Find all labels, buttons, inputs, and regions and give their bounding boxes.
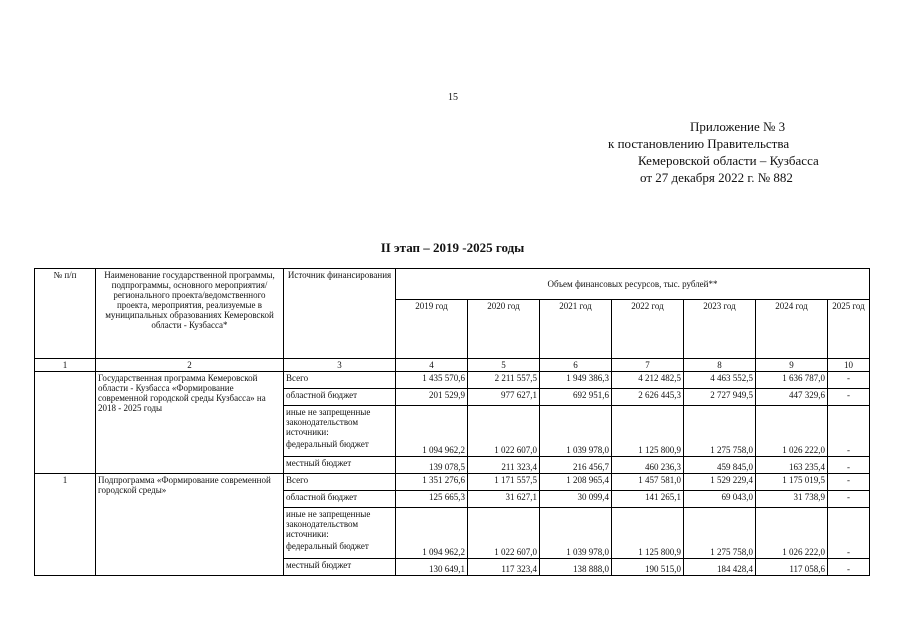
column-number: 5 <box>468 359 540 372</box>
value-cell: - <box>828 508 870 559</box>
column-number: 1 <box>35 359 96 372</box>
value-cell: 447 329,6 <box>756 389 828 406</box>
group-name: Подпрограмма «Формирование современной городской среды» <box>96 474 284 576</box>
value-cell: 1 022 607,0 <box>468 406 540 457</box>
value-cell: 30 099,4 <box>540 491 612 508</box>
value-cell: - <box>828 559 870 576</box>
value-cell: 1 175 019,5 <box>756 474 828 491</box>
value-cell: 130 649,1 <box>396 559 468 576</box>
appendix-line-3: Кемеровской области – Кузбасса <box>638 153 819 168</box>
row-total <box>35 474 870 491</box>
value-cell: 4 212 482,5 <box>612 372 684 389</box>
value-cell: 31 738,9 <box>756 491 828 508</box>
header-year: 2025 год <box>828 300 870 359</box>
stage-title: II этап – 2019 -2025 годы <box>380 240 525 255</box>
group-name: Государственная программа Кемеровской области - Кузбасса «Формирование современной городской среды Кузбасса» на 2018 - 2025 годы <box>96 372 284 474</box>
source-cell <box>284 508 396 559</box>
header-year: 2023 год <box>684 300 756 359</box>
value-cell: 69 043,0 <box>684 491 756 508</box>
header-year: 2020 год <box>468 300 540 359</box>
header-year: 2021 год <box>540 300 612 359</box>
header-volume: Объем финансовых ресурсов, тыс. рублей** <box>396 269 870 300</box>
value-cell: 1 026 222,0 <box>756 508 828 559</box>
value-cell: 117 058,6 <box>756 559 828 576</box>
source-cell: местный бюджет <box>284 559 396 576</box>
federal-budget-label: федеральный бюджет <box>286 439 369 449</box>
value-cell: 2 626 445,3 <box>612 389 684 406</box>
source-cell: местный бюджет <box>284 457 396 474</box>
value-cell: 977 627,1 <box>468 389 540 406</box>
page-number: 15 <box>448 92 458 103</box>
value-cell: 1 351 276,6 <box>396 474 468 491</box>
value-cell: 31 627,1 <box>468 491 540 508</box>
group-number: 1 <box>35 474 96 576</box>
value-cell: 1 026 222,0 <box>756 406 828 457</box>
value-cell: 117 323,4 <box>468 559 540 576</box>
value-cell: 1 125 800,9 <box>612 406 684 457</box>
value-cell: 184 428,4 <box>684 559 756 576</box>
source-cell: Всего <box>284 474 396 491</box>
value-cell: 1 435 570,6 <box>396 372 468 389</box>
header-name: Наименование государственной программы, подпрограммы, основного мероприятия/регионального проекта/ведомственного проекта, мероприятия, реализуемые в муниципальных образованиях Кемеровской области - Кузбасса* <box>96 269 284 359</box>
federal-budget-label: федеральный бюджет <box>286 541 369 551</box>
column-number: 6 <box>540 359 612 372</box>
header-year: 2019 год <box>396 300 468 359</box>
column-number: 4 <box>396 359 468 372</box>
value-cell: 1 171 557,5 <box>468 474 540 491</box>
column-number: 8 <box>684 359 756 372</box>
row-total <box>35 372 870 389</box>
value-cell: 190 515,0 <box>612 559 684 576</box>
column-number: 2 <box>96 359 284 372</box>
value-cell: 1 094 962,2 <box>396 406 468 457</box>
value-cell: 1 039 978,0 <box>540 406 612 457</box>
value-cell: 692 951,6 <box>540 389 612 406</box>
header-source: Источник финансирования <box>284 269 396 359</box>
value-cell: 1 275 758,0 <box>684 406 756 457</box>
value-cell: 1 022 607,0 <box>468 508 540 559</box>
value-cell: 1 636 787,0 <box>756 372 828 389</box>
appendix-line-1: Приложение № 3 <box>690 119 786 134</box>
value-cell: 201 529,9 <box>396 389 468 406</box>
value-cell: - <box>828 457 870 474</box>
value-cell: 1 125 800,9 <box>612 508 684 559</box>
appendix-line-2: к постановлению Правительства <box>608 136 790 151</box>
value-cell: 1 039 978,0 <box>540 508 612 559</box>
financing-table <box>34 268 870 576</box>
column-number: 7 <box>612 359 684 372</box>
appendix-line-4: от 27 декабря 2022 г. № 882 <box>640 170 793 185</box>
value-cell: 1 457 581,0 <box>612 474 684 491</box>
value-cell: 163 235,4 <box>756 457 828 474</box>
value-cell: - <box>828 389 870 406</box>
value-cell: 459 845,0 <box>684 457 756 474</box>
column-number: 10 <box>828 359 870 372</box>
header-row <box>35 269 870 300</box>
value-cell: 1 275 758,0 <box>684 508 756 559</box>
source-cell: областной бюджет <box>284 389 396 406</box>
group-number <box>35 372 96 474</box>
value-cell: - <box>828 491 870 508</box>
header-year: 2022 год <box>612 300 684 359</box>
value-cell: 1 529 229,4 <box>684 474 756 491</box>
value-cell: 2 211 557,5 <box>468 372 540 389</box>
value-cell: 2 727 949,5 <box>684 389 756 406</box>
value-cell: 1 949 386,3 <box>540 372 612 389</box>
value-cell: - <box>828 406 870 457</box>
source-cell: областной бюджет <box>284 491 396 508</box>
value-cell: 125 665,3 <box>396 491 468 508</box>
value-cell: 1 094 962,2 <box>396 508 468 559</box>
value-cell: 460 236,3 <box>612 457 684 474</box>
source-cell <box>284 406 396 457</box>
header-num: № п/п <box>35 269 96 359</box>
other-sources-label: иные не запрещенные законодательством источники: <box>286 407 371 437</box>
value-cell: - <box>828 372 870 389</box>
column-number-row <box>35 359 870 372</box>
value-cell: 138 888,0 <box>540 559 612 576</box>
value-cell: 211 323,4 <box>468 457 540 474</box>
value-cell: 141 265,1 <box>612 491 684 508</box>
value-cell: - <box>828 474 870 491</box>
other-sources-label: иные не запрещенные законодательством источники: <box>286 509 371 539</box>
source-cell: Всего <box>284 372 396 389</box>
value-cell: 1 208 965,4 <box>540 474 612 491</box>
column-number: 3 <box>284 359 396 372</box>
value-cell: 216 456,7 <box>540 457 612 474</box>
value-cell: 4 463 552,5 <box>684 372 756 389</box>
value-cell: 139 078,5 <box>396 457 468 474</box>
appendix-block <box>600 118 866 186</box>
header-year: 2024 год <box>756 300 828 359</box>
column-number: 9 <box>756 359 828 372</box>
